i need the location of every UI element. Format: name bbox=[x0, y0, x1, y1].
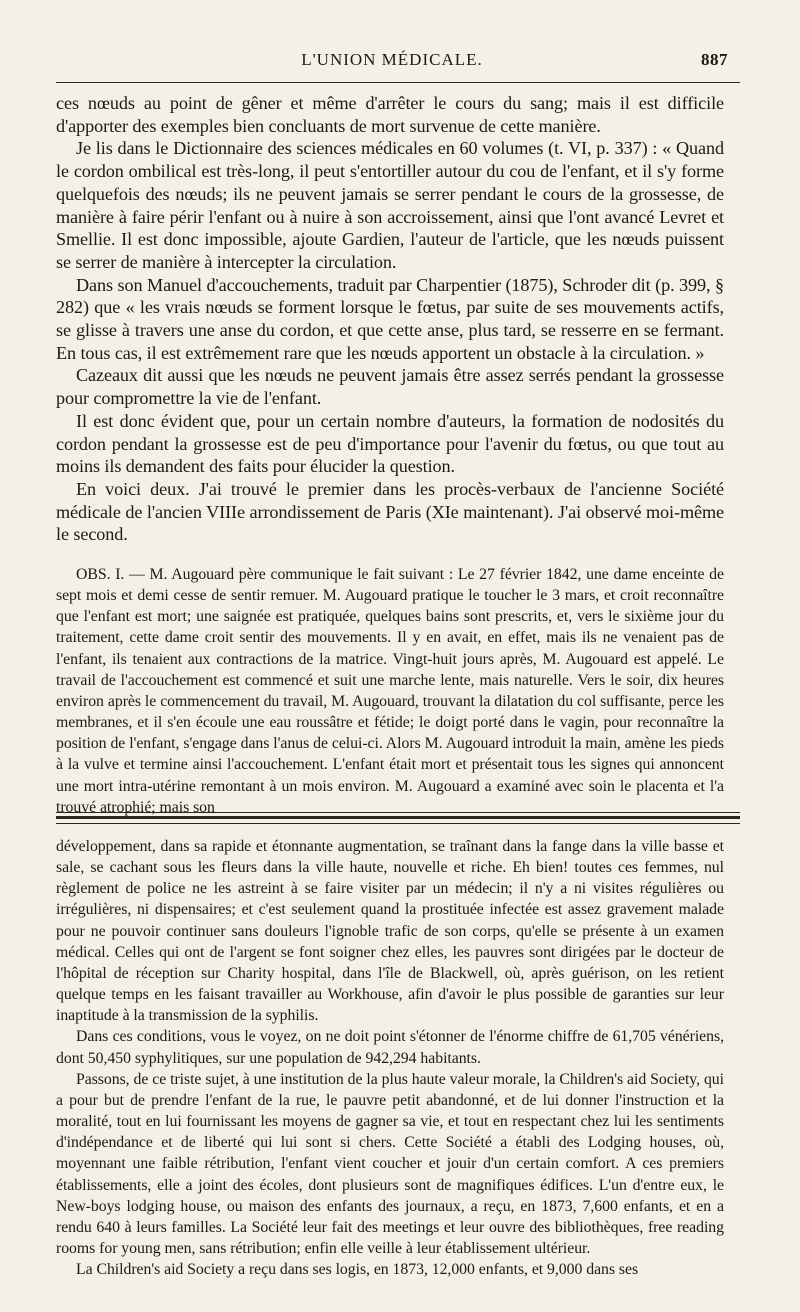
feuilleton-paragraph: développement, dans sa rapide et étonnante augmentation, se traînant dans la fange dans la ville basse et sale, se cachant sous les fleurs dans la ville haute, nouvelle et riche. Eh bien! toutes ces femmes, nul règlement de police ne les astreint à se faire visiter par un médecin; il n'y a ni visites régulières ou irrégulières, ni dispensaires; et c'est seulement quand la prostituée infectée est assez gravement malade pour ne pouvoir continuer sans douleurs l'ignoble trafic de son corps, qu'elle se présente à un examen médical. Celles qui ont de l'argent se font soigner chez elles, les pauvres sont dirigées par le docteur de l'hôpital de réception sur Charity hospital, dans l'île de Blackwell, où, après guérison, on les retient quelque temps en les faisant travailler au Workhouse, afin d'avoir le plus possible de garanties sur leur inaptitude à la transmission de la syphilis. bbox=[56, 838, 724, 1025]
feuilleton-separator bbox=[56, 823, 740, 824]
page-header bbox=[56, 50, 728, 76]
feuilleton-body bbox=[56, 836, 724, 1280]
observation-block bbox=[56, 564, 724, 818]
article-paragraph: Dans son Manuel d'accouchements, traduit par Charpentier (1875), Schroder dit (p. 399, § 282) que « les vrais nœuds se forment lorsque le fœtus, par suite de ses mouvements actifs, se glisse à travers une anse du cordon, et que cette anse, plus tard, se resserre en se fermant. En tous cas, il est extrêmement rare que les nœuds apportent un obstacle à la circulation. » bbox=[56, 274, 724, 363]
feuilleton-paragraph: La Children's aid Society a reçu dans ses logis, en 1873, 12,000 enfants, et 9,000 dans ses bbox=[76, 1261, 639, 1279]
article-paragraph: Cazeaux dit aussi que les nœuds ne peuvent jamais être assez serrés pendant la grossesse pour compromettre la vie de l'enfant. bbox=[56, 365, 724, 409]
feuilleton-paragraph: Passons, de ce triste sujet, à une institution de la plus haute valeur morale, la Children's aid Society, qui a pour but de prendre l'enfant de la rue, le pauvre petit abandonné, et de lui donner l'instruction et la moralité, tout en lui fournissant les moyens de gagner sa vie, et tout en respectant chez lui les sentiments d'indépendance et de liberté qui lui sont si chers. Cette Société a établi des Lodging houses, où, moyennant une faible rétribution, l'enfant vient coucher et jouir d'un certain comfort. A ces premiers établissements, elle a joint des écoles, dont plusieurs sont de magnifiques édifices. L'un d'entre eux, le New-boys lodging house, ou maison des enfants des journaux, a reçu, en 1873, 7,600 enfants, et en a rendu 640 à leurs familles. La Société leur fait des meetings et leur ouvre des bibliothèques, free reading rooms for young men, sans rétribution; enfin elle veille à leur établissement ultérieur. bbox=[56, 1070, 724, 1257]
article-paragraph: Il est donc évident que, pour un certain nombre d'auteurs, la formation de nodosités du cordon pendant la grossesse est de peu d'importance pour l'avenir du fœtus, ou que tout au moins ils demandent des faits pour élucider la question. bbox=[56, 410, 724, 477]
observation-paragraph: OBS. I. — M. Augouard père communique le fait suivant : Le 27 février 1842, une dame enceinte de sept mois et demi cesse de sentir remuer. M. Augouard pratique le toucher le 3 mars, et croit reconnaître que l'enfant est mort; une saignée est pratiquée, quelques bains sont prescrits, et, vers le sixième jour du traitement, cette dame croit sentir des mouvements. Il y en avait, en effet, mais ils ne venaient pas de l'enfant, ils tenaient aux contractions de la matrice. Vingt-huit jours après, M. Augouard est appelé. Le travail de l'accouchement est commencé et suit une marche lente, mais naturelle. Vers le soir, dix heures environ après le commencement du travail, M. Augouard, trouvant la dilatation du col suffisante, perce les membranes, et il s'en écoule une eau roussâtre et fétide; le doigt porté dans le vagin, pour reconnaître la position de l'enfant, s'engage dans l'anus de celui-ci. Alors M. Augouard introduit la main, amène les pieds à la vulve et termine ainsi l'accouchement. L'enfant était mort et présentait tous les signes qui annoncent une mort intra-utérine remontant à un mois environ. M. Augouard a examiné avec soin le placenta et l'a trouvé atrophié; mais son bbox=[56, 566, 724, 816]
article-paragraph: ces nœuds au point de gêner et même d'arrêter le cours du sang; mais il est difficile d'apporter des exemples bien concluants de mort survenue de cette manière. bbox=[56, 93, 724, 136]
article-paragraph: Je lis dans le Dictionnaire des sciences médicales en 60 volumes (t. VI, p. 337) : « Quand le cordon ombilical est très-long, il peut s'entortiller autour du cou de l'enfant, et il s'y forme quelquefois des nœuds; ils ne peuvent jamais se serrer pendant le cours de la grossesse, de manière à faire périr l'enfant ou à nuire à son accroissement, ainsi que l'ont avancé Levret et Smellie. Il est donc impossible, ajoute Gardien, l'auteur de l'article, que les nœuds puissent se serrer de manière à intercepter la circulation. bbox=[56, 138, 724, 272]
feuilleton-paragraph: Dans ces conditions, vous le voyez, on ne doit point s'étonner de l'énorme chiffre de 61,705 vénériens, dont 50,450 syphylitiques, sur une population de 942,294 habitants. bbox=[56, 1028, 724, 1067]
article-body bbox=[56, 92, 724, 546]
header-rule bbox=[56, 82, 740, 83]
journal-title: L'UNION MÉDICALE. bbox=[301, 50, 483, 69]
article-paragraph: En voici deux. J'ai trouvé le premier dans les procès-verbaux de l'ancienne Société médicale de l'ancien VIIIe arrondissement de Paris (XIe maintenant). J'ai observé moi-même le second. bbox=[56, 478, 724, 545]
feuilleton-separator-thick bbox=[56, 816, 740, 819]
page-number: 887 bbox=[701, 50, 728, 69]
feuilleton-separator bbox=[56, 812, 740, 813]
